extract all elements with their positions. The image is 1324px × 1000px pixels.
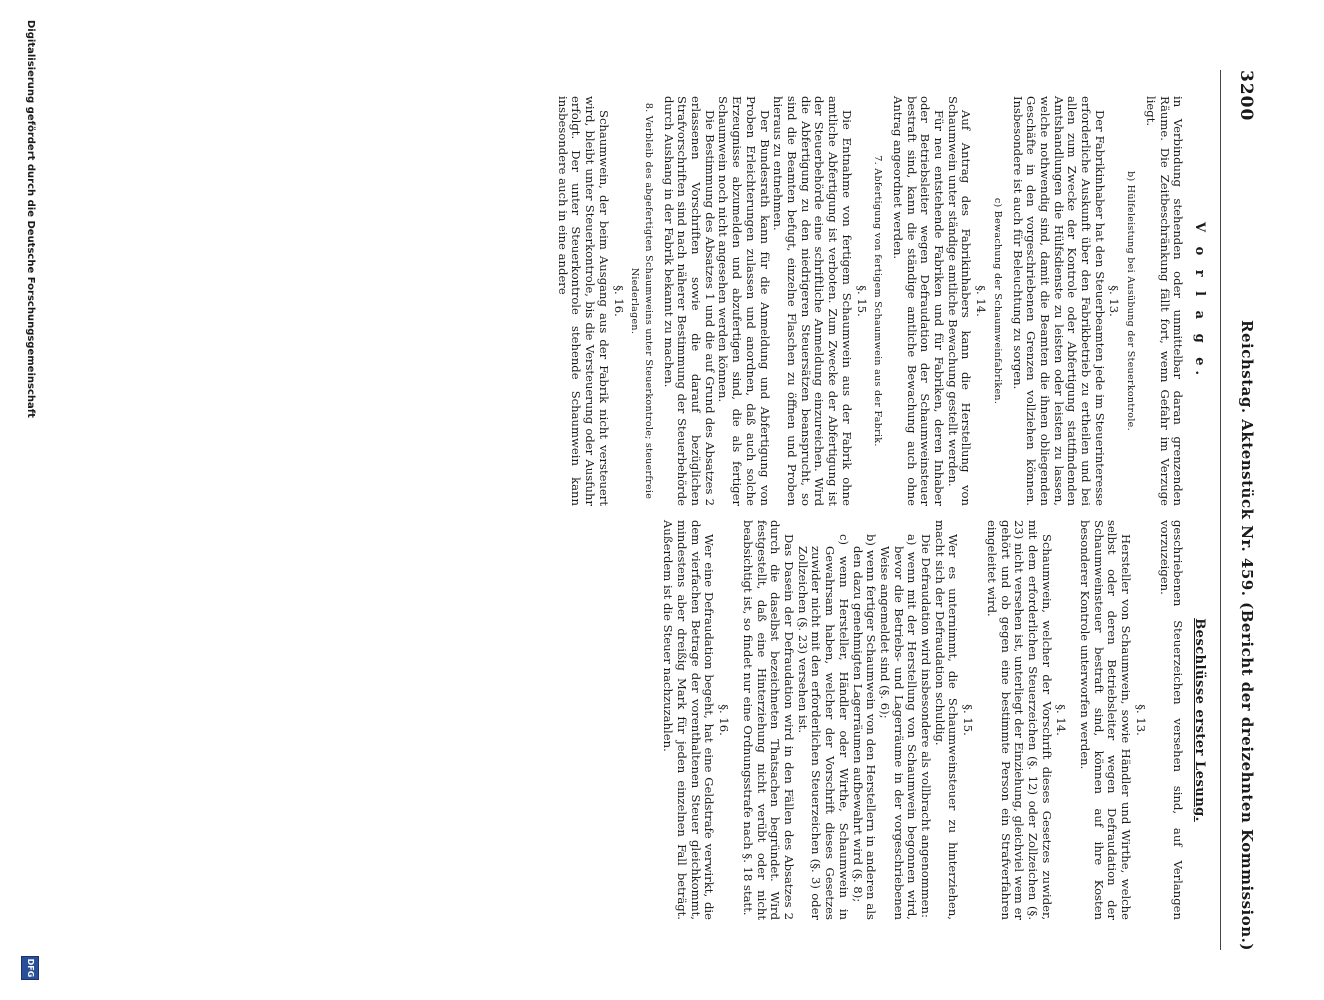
- paragraph: Der Bundesrath kann für die Anmeldung und Abfertigung von Proben Erleichterungen zulassen und anordnen, daß auch solche Erzeugnisse abzumelden und abzufertigen sind, die als fertiger Schaumwein noch nicht angesehen werden können.: [716, 96, 772, 506]
- section-number: §. 13.: [1133, 704, 1148, 736]
- subsection-heading: b) Hülfeleistung bei Ausübung der Steuerkontrole.: [1125, 171, 1137, 431]
- subsection-heading: 8. Verbleib des abgefertigten Schaumweins unter Steuerkontrole; steuerfreie Niederlagen.: [629, 102, 654, 500]
- page-title: Reichstag. Aktenstück Nr. 459. (Bericht der dreizehnten Kommission.): [1238, 320, 1256, 951]
- column-beschluesse: [661, 520, 1216, 920]
- section-number: §. 16.: [717, 704, 732, 736]
- paragraph: Schaumwein, der beim Ausgang aus der Fabrik nicht versteuert wird, bleibt unter Steuerkontrole, bis die Versteuerung oder Ausfuhr erfolgt. Der unter Steuerkontrole stehende Schaumwein kann insbesondere auch in eine andere: [555, 96, 611, 506]
- paragraph: Für neu entstehende Fabriken und für Fabriken, deren Inhaber oder Betriebsleiter wegen Defraudation der Schaumweinsteuer bestraft sind, kann die ständige amtliche Bewachung auch ohne Antrag angeordnet werden.: [890, 96, 947, 506]
- paragraph: in Verbindung stehenden oder unmittelbar daran grenzenden Räume. Die Zeitbeschränkung fällt fort, wenn Gefahr im Verzuge liegt.: [1143, 96, 1186, 506]
- column-heading-vorlage: V o r l a g e.: [1192, 221, 1207, 380]
- section-number: §. 14.: [974, 285, 989, 317]
- page-number: 3200: [1236, 70, 1256, 122]
- paragraph: Hersteller von Schaumwein, sowie Händler und Wirthe, welche selbst oder deren Betriebsleiter wegen Defraudation der Schaumweinsteuer bestraft sind, können auf ihre Kosten besonderer Kontrole unterworfen werden.: [1078, 520, 1134, 920]
- paragraph: Wer es unternimmt, die Schaumweinsteuer zu hinterziehen, macht sich der Defraudation schuldig.: [932, 520, 961, 920]
- dfg-logo: DFG: [21, 956, 39, 980]
- subsection-heading: 7. Abfertigung von fertigem Schaumwein aus der Fabrik.: [872, 155, 884, 447]
- page-header: [1224, 70, 1264, 950]
- list-item: a) wenn mit der Herstellung von Schaumwein begonnen wird, bevor die Betriebs- und Lagerräume in der vorgeschriebenen Weise angemeldet sind (§. 6);: [877, 534, 920, 920]
- subsection-heading: c) Bewachung der Schaumweinfabriken.: [991, 197, 1003, 405]
- list-item: c) wenn Hersteller, Händler oder Wirthe, Schaumwein in Gewahrsam haben, welcher der Vorschrift dieses Gesetzes zuwider nicht mit den erforderlichen Steuerzeichen (§. 3) oder Zollzeichen (§. 23) versehen ist.: [795, 534, 851, 920]
- credit-text: Digitalisierung gefördert durch die Deutsche Forschungsgemeinschaft: [25, 20, 36, 418]
- header-rule: [1220, 70, 1221, 950]
- column-vorlage: [555, 96, 1216, 506]
- paragraph: Die Entnahme von fertigem Schaumwein aus der Fabrik ohne amtliche Abfertigung ist verboten. Zum Zwecke der Abfertigung ist der Steuerbehörde eine schriftliche Anmeldung einzureichen. Wird die Abfertigung zu den niedrigeren Steuersätzen beansprucht, so sind die Beamten befugt, einzelne Flaschen zu öffnen und Proben hieraus zu entnehmen.: [771, 96, 854, 506]
- paragraph: Der Fabrikinhaber hat den Steuerbeamten jede im Steuerinteresse erforderliche Auskunft über den Fabrikbetrieb zu ertheilen und bei allen zum Zwecke der Kontrole oder Abfertigung stattfindenden Amtshandlungen die Hülfsdienste zu leisten oder leisten zu lassen, welche nothwendig sind, damit die Beamten die ihnen obliegenden Geschäfte in den vorgeschriebenen Grenzen vollziehen können. Insbesondere ist auch für Beleuchtung zu sorgen.: [1010, 96, 1107, 506]
- section-number: §. 16.: [611, 285, 626, 317]
- section-number: §. 15.: [854, 285, 869, 317]
- paragraph: geschriebenen Steuerzeichen versehen sind, auf Verlangen vorzuzeigen.: [1157, 520, 1186, 920]
- paragraph: Die Bestimmung des Absatzes 1 und die auf Grund des Absatzes 2 erlassenen Vorschriften sowie die darauf bezüglichen Strafvorschriften sind nach näherer Bestimmung der Steuerbehörde durch Aushang in der Fabrik bekannt zu machen.: [661, 96, 717, 506]
- paragraph: Schaumwein, welcher der Vorschrift dieses Gesetzes zuwider, mit dem erforderlichen Steuerzeichen (§. 12) oder Zollzeichen (§. 23) nicht versehen ist, unterliegt der Einziehung, gleichviel wem er gehört und ob gegen eine bestimmte Person ein Strafverfahren eingeleitet wird.: [984, 520, 1054, 920]
- section-number: §. 15.: [961, 704, 976, 736]
- list-item: b) wenn fertiger Schaumwein von den Herstellern in anderen als den dazu genehmigten Lagerräumen aufbewahrt wird (§. 8);: [850, 534, 879, 920]
- paragraph: Die Defraudation wird insbesondere als vollbracht angenommen:: [919, 534, 934, 918]
- section-number: §. 14.: [1054, 704, 1069, 736]
- section-number: §. 13.: [1107, 285, 1122, 317]
- column-heading-beschluesse: Beschlüsse erster Lesung.: [1192, 618, 1207, 822]
- paragraph: Das Dasein der Defraudation wird in den Fällen des Absatzes 2 durch die daselbst bezeichneten Thatsachen begründet. Wird festgestellt, daß eine Hinterziehung nicht verübt oder nicht beabsichtigt ist, so findet nur eine Ordnungsstrafe nach §. 18 statt.: [740, 520, 797, 920]
- paragraph: Auf Antrag des Fabrikinhabers kann die Herstellung von Schaumwein unter ständige amtliche Bewachung gestellt werden.: [945, 96, 974, 506]
- paragraph: Wer eine Defraudation begeht, hat eine Geldstrafe verwirkt, die dem vierfachen Betrage der vorenthaltenen Steuer gleichkommt, mindestens aber dreißig Mark für jeden einzelnen Fall beträgt. Außerdem ist die Steuer nachzuzahlen.: [661, 520, 717, 920]
- digitization-credit: [25, 20, 36, 980]
